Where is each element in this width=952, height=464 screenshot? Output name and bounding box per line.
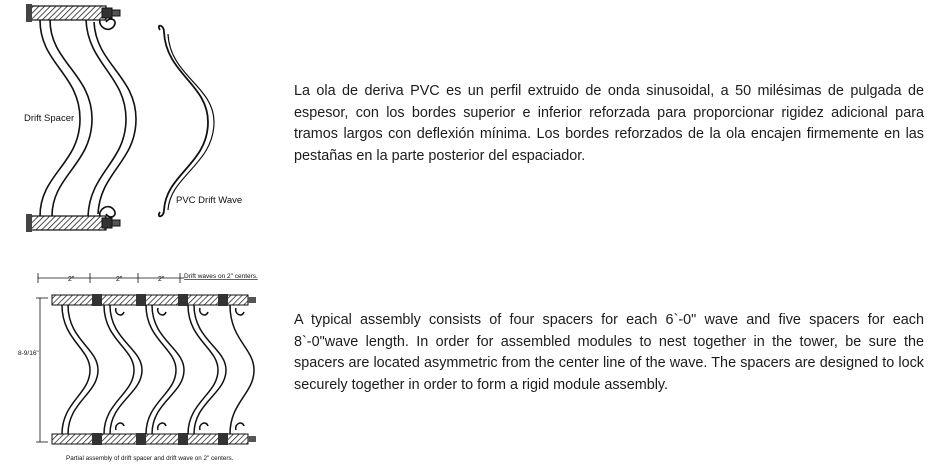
dimension-label-1: 2" — [68, 276, 75, 283]
assembly-diagram — [18, 270, 280, 464]
dimension-label-3: 2" — [158, 276, 165, 283]
spacer-bottom-bar — [26, 214, 120, 232]
dimension-label-2: 2" — [116, 276, 123, 283]
drift-spacer-label: Drift Spacer — [24, 113, 75, 124]
height-dimension — [36, 298, 48, 442]
pvc-drift-wave-label: PVC Drift Wave — [176, 195, 243, 206]
drift-spacer-diagram — [18, 4, 268, 234]
spacer-top-bar — [26, 4, 120, 22]
assembly-bottom-bar — [52, 433, 256, 445]
paragraph-assembly-en: A typical assembly consists of four spacers for each 6`-0" wave and five spacers for each 8`-0"wave length. In order for assembled modules to nest together in the tower, be sure the spacers are located asymmetric from the center line of the wave. The spacers are designed to lock securely together in order to form a rigid module assembly. — [294, 312, 924, 393]
pvc-drift-wave — [159, 26, 208, 217]
drift-waves-note: Drift waves on 2" centers. — [184, 273, 258, 280]
assembly-waves — [62, 305, 254, 434]
paragraph-drift-wave-es: La ola de deriva PVC es un perfil extruido de onda sinusoidal, a 50 milésimas de pulgada de espesor, con los bordes superior e inferior reforzada para proporcionar rigidez adicional para tramos largos con deflexión mínima. Los bordes reforzados de la ola encajen firmemente en las pestañas en la parte posterior del espaciador. — [294, 83, 924, 164]
assembly-top-bar — [52, 294, 256, 306]
height-label: 8-9/16" — [18, 350, 39, 357]
assembly-caption: Partial assembly of drift spacer and drift wave on 2" centers. — [66, 455, 234, 462]
